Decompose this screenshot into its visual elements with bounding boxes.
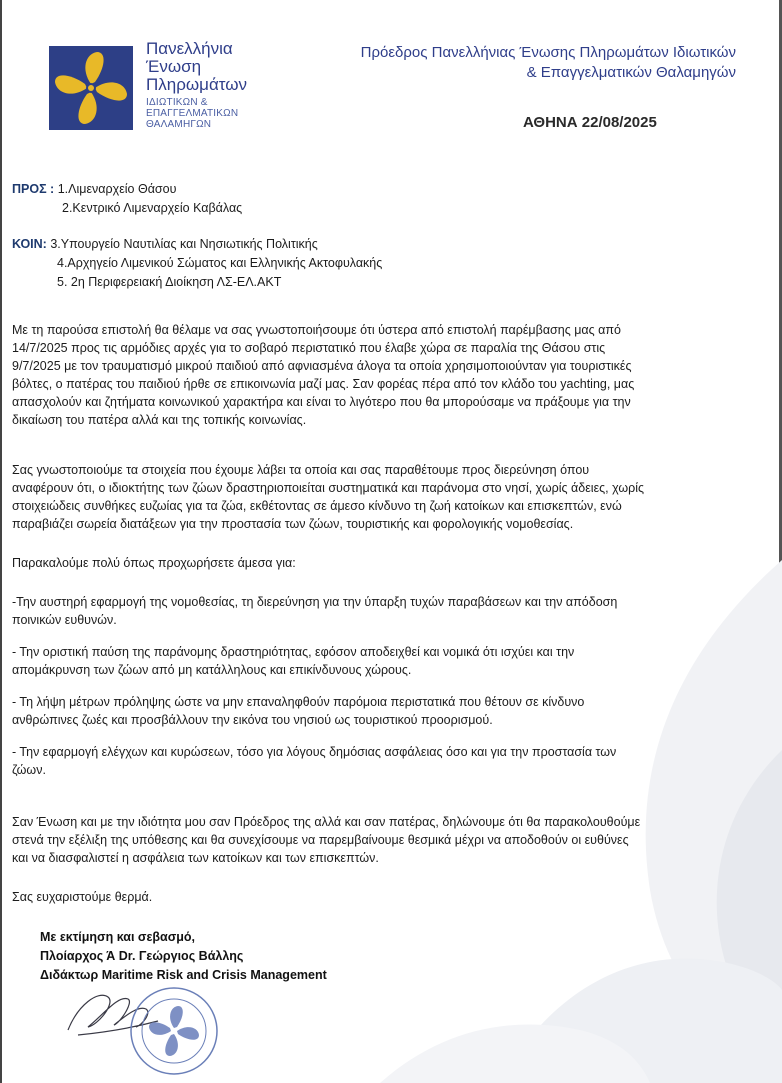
org-name-line: Πανελλήνια: [146, 39, 233, 58]
paragraph-request: [12, 554, 747, 572]
paragraph-intro: [12, 321, 747, 429]
text-line: αναφέρουν ότι, ο ιδιοκτήτης των ζώων δραστηριοποιείται συστηματικά και παράνομα στο νησί, χωρίς άδειες, χωρίς: [12, 481, 645, 495]
bullet-item: [12, 593, 747, 629]
signature-line: Πλοίαρχος Ά Dr. Γεώργιος Βάλλης: [40, 949, 244, 963]
cc-item: 3.Υπουργείο Ναυτιλίας και Νησιωτικής Πολιτικής: [50, 237, 318, 251]
text-line: απασχολούν και ζητήματα κοινωνικού χαρακτήρα και είναι το λιγότερο που θα μπορούσαμε να πράξουμε για την: [12, 395, 631, 409]
org-subtitle-line: ΙΔΙΩΤΙΚΩΝ &: [146, 97, 208, 108]
text-line: 9/7/2025 με τον τραυματισμό μικρού παιδιού από αφνιασμένα άλογα τα οποία χρησιμοποιούνταν για τουριστικές: [12, 359, 632, 373]
signature-block: [40, 928, 327, 985]
text-line: Σας ευχαριστούμε θερμά.: [12, 890, 153, 904]
text-line: δικαίωση του πατέρα αλλά και της τοπικής κοινωνίας.: [12, 413, 307, 427]
paragraph-thanks: [12, 888, 747, 906]
paragraph-closing: [12, 813, 747, 867]
bullet-item: [12, 743, 747, 779]
text-line: - Την οριστική παύση της παράνομης δραστηριότητας, εφόσον αποδειχθεί και νομικά ότι ισχύει και την: [12, 645, 575, 659]
signature-line: Με εκτίμηση και σεβασμό,: [40, 930, 196, 944]
signature-line: Διδάκτωρ Maritime Risk and Crisis Management: [40, 968, 327, 982]
to-label: ΠΡΟΣ :: [12, 182, 55, 196]
text-line: ποινικών ευθυνών.: [12, 613, 117, 627]
text-line: Σας γνωστοποιούμε τα στοιχεία που έχουμε λάβει τα οποία και σας παραθέτουμε προς διερεύνηση όπου: [12, 463, 590, 477]
recipient-item: 1.Λιμεναρχείο Θάσου: [57, 182, 177, 196]
to-block: [12, 180, 176, 199]
text-line: Με τη παρούσα επιστολή θα θέλαμε να σας γνωστοποιήσουμε ότι ύστερα από επιστολή παρέμβασης μας από: [12, 323, 621, 337]
propeller-flower-logo-icon: [49, 46, 133, 130]
text-line: και να διασφαλιστεί η ασφάλεια των κατοίκων και των επισκεπτών.: [12, 851, 379, 865]
sender-title-line: Πρόεδρος Πανελλήνιας Ένωσης Πληρωμάτων Ιδιωτικών: [360, 44, 736, 61]
sender-title-line: & Επαγγελματικών Θαλαμηγών: [526, 64, 736, 81]
text-line: ανθρώπινες ζωές και προσβάλλουν την εικόνα του νησιού ως τουριστικού προορισμού.: [12, 713, 493, 727]
text-line: - Την εφαρμογή ελέγχων και κυρώσεων, τόσο για λόγους δημόσιας ασφάλειας όσο και για την προστασία των: [12, 745, 617, 759]
sender-title: [361, 43, 736, 83]
cc-label: ΚΟΙΝ:: [12, 237, 47, 251]
text-line: παραβιάζει σωρεία διατάξεων για την προστασία των ζώων, τουριστικής και φορολογικής νομοθεσίας.: [12, 517, 574, 531]
org-name-line: Ένωση: [146, 57, 202, 76]
letter-date: ΑΘΗΝΑ 22/08/2025: [523, 114, 657, 131]
page-border-left: [0, 0, 2, 1083]
text-line: απομάκρυνση των ζώων από μη κατάλληλους και επικίνδυνους χώρους.: [12, 663, 412, 677]
text-line: - Τη λήψη μέτρων πρόληψης ώστε να μην επαναληφθούν παρόμοια περιστατικά που θέτουν σε κίνδυνο: [12, 695, 585, 709]
text-line: Σαν Ένωση και με την ιδιότητα μου σαν Πρόεδρος της αλλά και σαν πατέρας, δηλώνουμε ότι θα παρακολουθούμε: [12, 815, 641, 829]
text-line: -Την αυστηρή εφαρμογή της νομοθεσίας, τη διερεύνηση για την ύπαρξη τυχών παραβάσεων και την απόδοση: [12, 595, 618, 609]
bullet-item: [12, 693, 747, 729]
org-name-line: Πληρωμάτων: [146, 75, 248, 94]
bullet-item: [12, 643, 747, 679]
cc-item: 4.Αρχηγείο Λιμενικού Σώματος και Ελληνικής Ακτοφυλακής: [57, 256, 383, 270]
text-line: Παρακαλούμε πολύ όπως προχωρήσετε άμεσα για:: [12, 556, 296, 570]
text-line: ζώων.: [12, 763, 46, 777]
union-stamp-icon: [128, 985, 220, 1077]
org-subtitle-line: ΕΠΑΓΓΕΛΜΑΤΙΚΩΝ: [146, 108, 239, 119]
text-line: στοιχειώδεις συνθήκες ευζωίας για τα ζώα, εκθέτοντας σε άμεσο κίνδυνο τη ζωή κατοίκων και επισκεπτών, ενώ: [12, 499, 622, 513]
paragraph-details: [12, 461, 747, 533]
org-name: [146, 40, 247, 94]
text-line: 14/7/2025 προς τις αρμόδιες αρχές για το σοβαρό περιστατικό που έλαβε χώρα σε παραλία της Θάσου στις: [12, 341, 606, 355]
logo: [49, 46, 133, 130]
recipient-item: 2.Κεντρικό Λιμεναρχείο Καβάλας: [62, 201, 243, 215]
org-subtitle-line: ΘΑΛΑΜΗΓΩΝ: [146, 119, 212, 130]
org-subtitle: [146, 97, 238, 130]
text-line: στενά την εξέλιξη της υπόθεσης και θα συνεχίσουμε να παρεμβαίνουμε θεσμικά μέχρι να αποδοθούν οι ευθύνες: [12, 833, 629, 847]
text-line: βόλτες, ο πατέρας του παιδιού ήρθε σε επικοινωνία μαζί μας. Σαν φορέας πέρα από τον κλάδο του yachting, μας: [12, 377, 635, 391]
cc-item: 5. 2η Περιφερειακή Διοίκηση ΛΣ-ΕΛ.ΑΚΤ: [57, 275, 282, 289]
cc-block: [12, 235, 318, 254]
